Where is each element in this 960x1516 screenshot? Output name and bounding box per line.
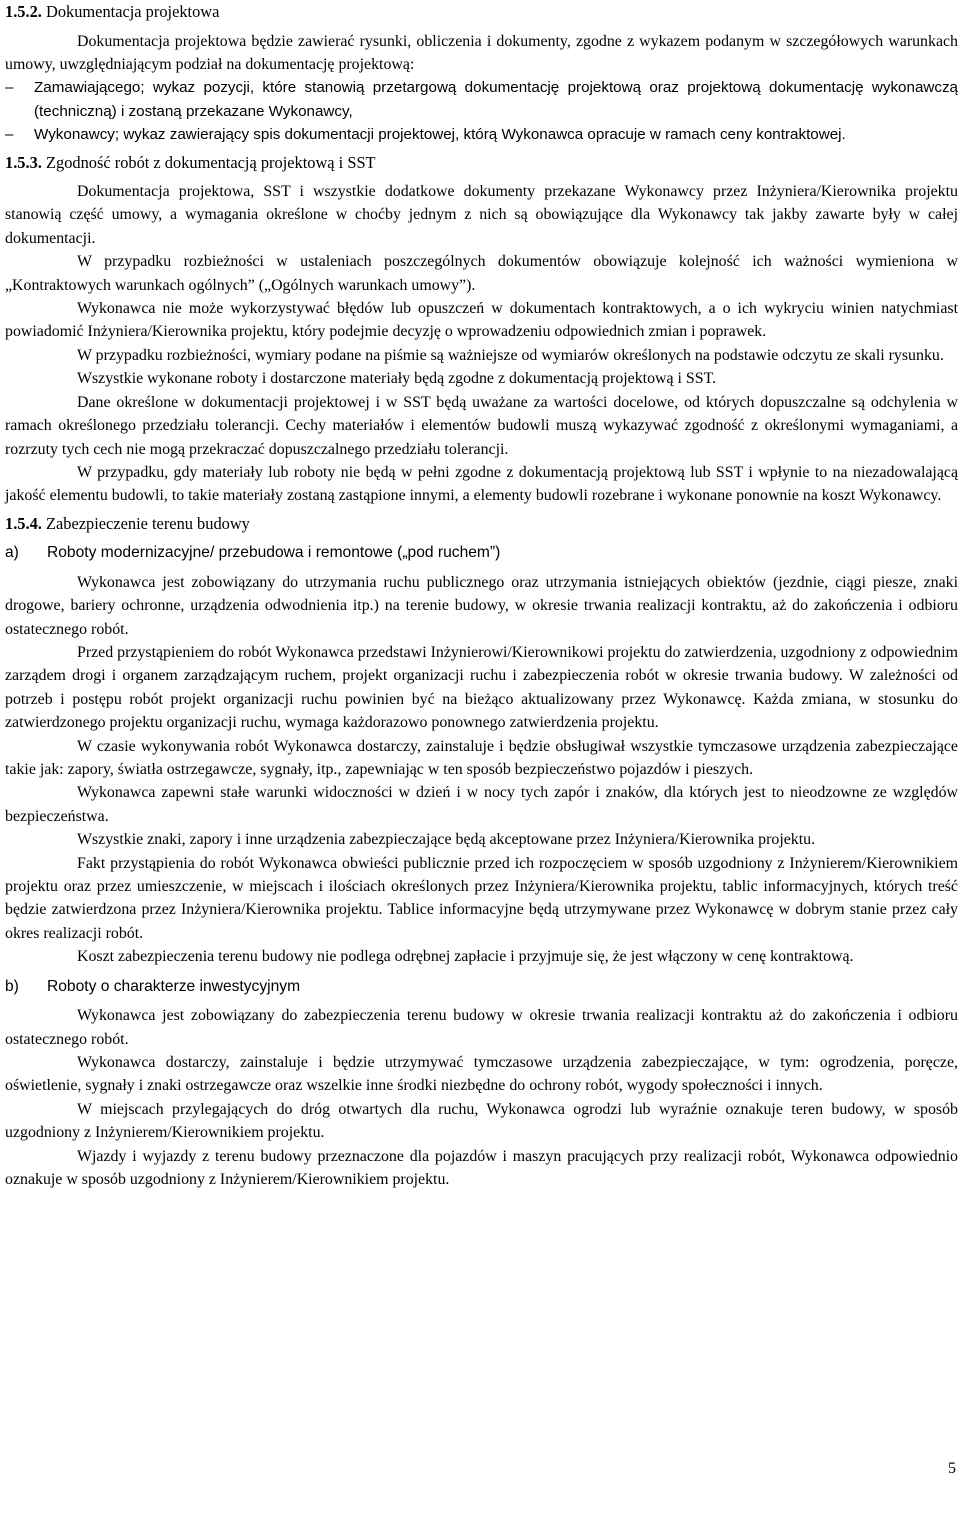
section-number: 1.5.2. [5, 2, 42, 21]
paragraph: Wszystkie znaki, zapory i inne urządzenia zabezpieczające będą akceptowane przez Inżyniera/Kierownika projektu. [77, 831, 816, 849]
paragraph: Fakt przystąpienia do robót Wykonawca obwieści publicznie przed ich rozpoczęciem w sposób uzgodniony z Inżynierem/Kierownikiem projektu oraz przez umieszczenie, w miejscach i ilościach określonych przez Inżyniera/Kierownika projektu, tablic informacyjnych, których treść będzie zatwierdzona przez Inżyniera/Kierownika projektu. Tablice informacyjne będą utrzymywane przez Wykonawcę w dobrym stanie przez cały okres realizacji robót. [5, 854, 958, 942]
paragraph: Wjazdy i wyjazdy z terenu budowy przeznaczone dla pojazdów i maszyn pracujących przy realizacji robót, Wykonawca odpowiednio oznakuje w sposób uzgodniony z Inżynierem/Kierownikiem projektu. [5, 1147, 958, 1188]
paragraph: Wykonawca zapewni stałe warunki widoczności w dzień i w nocy tych zapór i znaków, dla których jest to nieodzowne ze względów bezpieczeństwa. [5, 784, 958, 825]
list-item-text: Wykonawcy; wykaz zawierający spis dokumentacji projektowej, którą Wykonawca opracuje w ramach ceny kontraktowej. [34, 126, 846, 144]
subsection-title: Roboty o charakterze inwestycyjnym [47, 977, 301, 995]
section-heading-1-5-2 [5, 0, 958, 24]
paragraph: Dane określone w dokumentacji projektowej i w SST będą uważane za wartości docelowe, od których dopuszczalne są odchylenia w ramach określonego przedziału tolerancji. Cechy materiałów i elementów budowli muszą wykazywać zgodność z określonymi wymaganiami, a rozrzuty tych cech nie mogą przekraczać dopuszczalnego przedziału tolerancji. [5, 393, 958, 458]
paragraph: Dokumentacja projektowa, SST i wszystkie dodatkowe dokumenty przekazane Wykonawcy przez Inżyniera/Kierownika projektu stanowią część umowy, a wymagania określone w choćby jednym z nich są obowiązujące dla Wykonawcy tak jakby zawarte były w całej dokumentacji. [5, 183, 958, 247]
paragraph: Dokumentacja projektowa będzie zawierać rysunki, obliczenia i dokumenty, zgodne z wykazem podanym w szczegółowych warunkach umowy, uwzględniającym podział na dokumentację projektową: [5, 32, 958, 73]
section-number: 1.5.4. [5, 513, 42, 533]
subsection-letter: b) [5, 977, 19, 995]
paragraph: Przed przystąpieniem do robót Wykonawca przedstawi Inżynierowi/Kierownikowi projektu do zatwierdzenia, uzgodniony z odpowiednim zarządem drogi i organem zarządzającym ruchem, projekt organizacji ruchu i zabezpieczenia robót w okresie trwania budowy. W zależności od potrzeb i postępu robót projekt organizacji ruchu powinien być na bieżąco aktualizowany przez Wykonawcę. Każda zmiana, w stosunku do zatwierdzonego projektu organizacji ruchu, wymaga każdorazowo ponownego zatwierdzenia projektu. [5, 643, 958, 732]
subsection-title: Roboty modernizacyjne/ przebudowa i remontowe („pod ruchem”) [47, 544, 501, 562]
paragraph: Wykonawca jest zobowiązany do zabezpieczenia terenu budowy w okresie trwania realizacji kontraktu aż do zakończenia i odbioru ostatecznego robót. [5, 1007, 958, 1048]
paragraph: Wykonawca nie może wykorzystywać błędów lub opuszczeń w dokumentach kontraktowych, a o ich wykryciu winien natychmiast powiadomić Inżyniera/Kierownika projektu, który podejmie decyzję o wprowadzeniu odpowiednich zmian i poprawek. [5, 300, 958, 341]
paragraph: W przypadku, gdy materiały lub roboty nie będą w pełni zgodne z dokumentacją projektową lub SST i wpłynie to na niezadowalającą jakość elementu budowli, to takie materiały zostaną zastąpione innymi, a elementy budowli rozebrane i wykonane ponownie na koszt Wykonawcy. [5, 463, 958, 505]
page-number: 5 [948, 1460, 956, 1477]
subsection-heading-a [5, 541, 958, 565]
dash-bullet: – [5, 126, 14, 144]
section-heading-1-5-4 [5, 512, 958, 536]
paragraph: Wykonawca dostarczy, zainstaluje i będzie utrzymywać tymczasowe urządzenia zabezpieczające, w tym: ogrodzenia, poręcze, oświetlenie, sygnały i znaki ostrzegawcze oraz wszelkie inne środki niezbędne do ochrony robót, wygody społeczności i innych. [5, 1053, 958, 1095]
paragraph: W miejscach przylegających do dróg otwartych dla ruchu, Wykonawca ogrodzi lub wyraźnie oznakuje teren budowy, w sposób uzgodniony z Inżynierem/Kierownikiem projektu. [5, 1100, 958, 1142]
list-item-text: Zamawiającego; wykaz pozycji, które stanowią przetargową dokumentację projektową oraz projektową dokumentację wykonawczą (techniczną) i zostaną przekazane Wykonawcy, [34, 79, 958, 120]
section-title: Dokumentacja projektowa [46, 2, 220, 21]
dash-bullet: – [5, 79, 14, 97]
section-heading-1-5-3 [5, 151, 958, 175]
paragraph: Wszystkie wykonane roboty i dostarczone materiały będą zgodne z dokumentacją projektową i SST. [77, 370, 717, 388]
paragraph: Wykonawca jest zobowiązany do utrzymania ruchu publicznego oraz utrzymania istniejących obiektów (jezdnie, ciągi piesze, znaki drogowe, bariery ochronne, urządzenia odwodnienia itp.) na terenie budowy, w okresie trwania realizacji kontraktu, aż do zakończenia i odbioru ostatecznego robót. [5, 573, 958, 638]
section-title: Zabezpieczenie terenu budowy [46, 513, 250, 533]
paragraph: W czasie wykonywania robót Wykonawca dostarczy, zainstaluje i będzie obsługiwał wszystkie tymczasowe urządzenia zabezpieczające takie jak: zapory, światła ostrzegawcze, sygnały, itp., zapewniając w ten sposób bezpieczeństwo pojazdów i pieszych. [5, 737, 958, 778]
section-title: Zgodność robót z dokumentacją projektową i SST [46, 152, 376, 172]
subsection-letter: a) [5, 544, 19, 562]
paragraph: W przypadku rozbieżności w ustaleniach poszczególnych dokumentów obowiązuje kolejność ich ważności wymieniona w „Kontraktowych warunkach ogólnych” („Ogólnych warunkach umowy”). [5, 253, 958, 294]
subsection-heading-b [5, 975, 958, 999]
section-number: 1.5.3. [5, 152, 42, 172]
paragraph: Koszt zabezpieczenia terenu budowy nie podlega odrębnej zapłacie i przyjmuje się, że jest włączony w cenę kontraktową. [77, 948, 854, 966]
paragraph: W przypadku rozbieżności, wymiary podane na piśmie są ważniejsze od wymiarów określonych na podstawie odczytu ze skali rysunku. [77, 346, 944, 364]
list-item [5, 123, 958, 146]
list-item [5, 76, 958, 123]
document-page [5, 0, 958, 1191]
